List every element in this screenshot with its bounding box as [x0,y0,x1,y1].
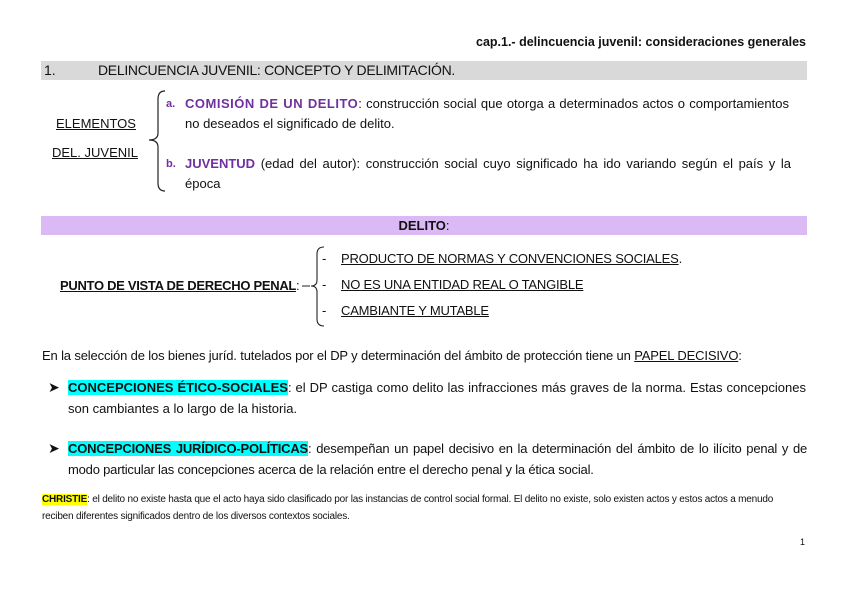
item-b-term: JUVENTUD [185,156,256,171]
punto-de-vista-colon: : [296,278,300,293]
christie-text: : el delito no existe hasta que el acto haya sido clasificado por las instancias de control social formal. El delito no existe, solo existen actos y estos actos a menudo reciben diferentes significados dentro de los diversos contextos sociales. [42,494,774,522]
punto-de-vista-text: PUNTO DE VISTA DE DERECHO PENAL [60,278,297,293]
christie-name: CHRISTIE [42,494,88,505]
section-title: DELINCUENCIA JUVENIL: CONCEPTO Y DELIMITACIÓN. [98,62,456,78]
christie-note [42,491,807,525]
item-b-desc: (edad del autor): construcción social cuyo significado ha ido variando según el país y la época [185,156,791,191]
item-a-text [185,94,789,134]
delito-list-item-2-text: NO ES UNA ENTIDAD REAL O TANGIBLE [341,277,584,292]
delito-list-dash-3: - [322,303,327,318]
delito-list-item-3 [341,303,489,318]
seleccion-suffix: : [738,348,742,363]
concepciones-juridico-text: : desempeñan un papel decisivo en la determinación del ámbito de lo ilícito penal y de modo particular las concepciones acerca de la relación entre el derecho penal y la ética social. [68,441,808,477]
delito-heading-bar [41,216,807,235]
page-number: 1 [799,537,805,547]
concepciones-etico-sociales [68,377,806,419]
delito-list-item-2 [341,277,583,292]
delito-list-dash-1: - [322,251,327,266]
delito-list-item-1-suffix: . [678,251,683,266]
item-a-desc: : construcción social que otorga a determinados actos o comportamientos no deseados el significado de delito. [185,96,789,131]
item-b-letter: b. [166,158,176,170]
elementos-label-line1: ELEMENTOS [56,116,136,131]
delito-list-item-1 [341,251,682,266]
concepciones-etico-text: : el DP castiga como delito las infracciones más graves de la norma. Estas concepciones son cambiantes a lo largo de la historia. [68,380,806,416]
concepciones-etico-label: CONCEPCIONES ÉTICO-SOCIALES [68,380,288,395]
seleccion-emphasis: PAPEL DECISIVO [634,348,739,363]
item-b-text [185,154,791,194]
section-number: 1. [44,62,56,78]
elementos-label-line2: DEL. JUVENIL [52,145,138,160]
delito-heading-colon: : [445,218,450,233]
bullet-arrow-1: ➤ [48,379,60,395]
delito-list-dash-2: - [322,277,327,292]
item-a-letter: a. [166,98,176,110]
delito-list-item-3-text: CAMBIANTE Y MUTABLE [341,303,489,318]
seleccion-paragraph [42,348,742,363]
concepciones-juridico-politicas [68,438,807,480]
punto-de-vista-label [60,278,299,293]
delito-list-item-1-text: PRODUCTO DE NORMAS Y CONVENCIONES SOCIALES [341,251,679,266]
elementos-brace [145,89,167,193]
delito-heading: DELITO [398,218,446,233]
concepciones-juridico-label: CONCEPCIONES JURÍDICO-POLÍTICAS [68,441,309,456]
item-a-term: COMISIÓN DE UN DELITO [185,96,359,111]
seleccion-text: En la selección de los bienes juríd. tutelados por el DP y determinación del ámbito de protección tiene un [42,348,635,363]
chapter-header: cap.1.- delincuencia juvenil: consideraciones generales [476,35,806,49]
bullet-arrow-2: ➤ [48,440,60,456]
